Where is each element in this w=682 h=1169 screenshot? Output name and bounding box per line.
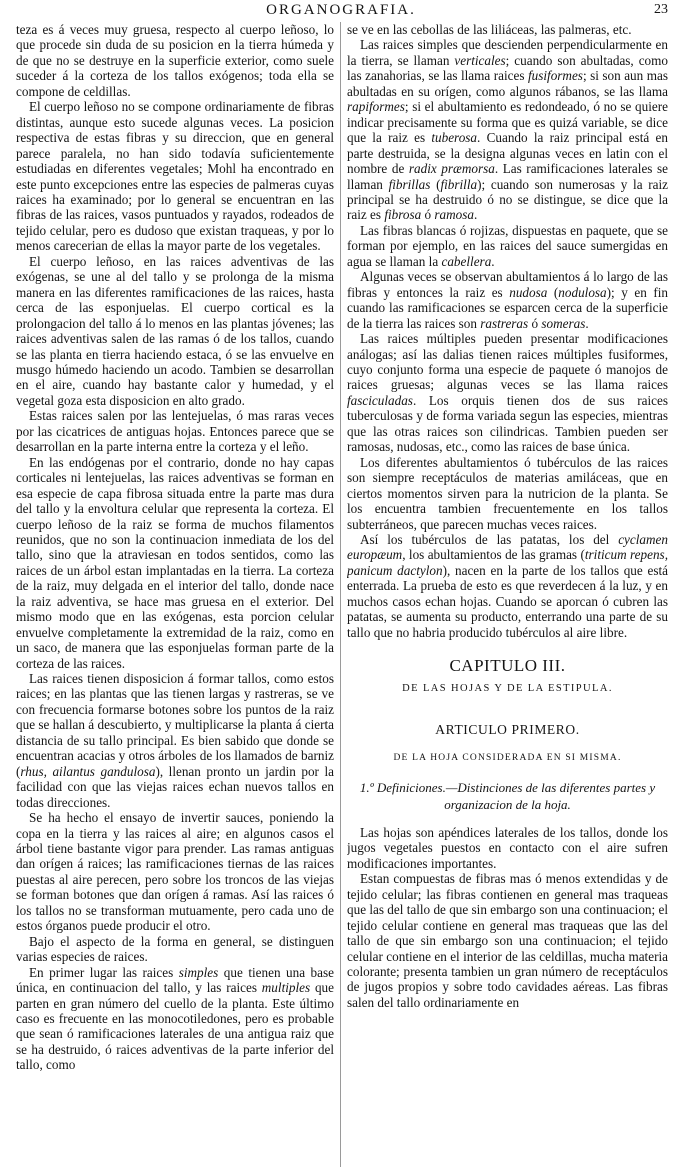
text-run: ( <box>547 284 559 300</box>
paragraph <box>347 223 668 269</box>
text-run: . <box>491 253 495 269</box>
paragraph: Bajo el aspecto de la forma en general, se distinguen varias especies de raices. <box>16 933 334 965</box>
text-run: que tienen una base única, en continuacion del tallo, y las raices <box>16 964 334 996</box>
text-run: . Cuando la raiz principal está en parte destruida, se la designa algunas veces en latin con el nombre de <box>347 130 668 177</box>
text-run: . <box>585 315 589 331</box>
italic-term: verticales <box>454 52 506 68</box>
paragraph: Estan compuestas de fibras mas ó menos extendidas y de tejido celular; las fibras contienen en general mas traqueas que las del tallo de que sin embargo son una continuacion; el tejido celular contiene en general mas traqueas que las del tallo de que sin embargo son una continuacion; el tejido celular contiene en el interior de las celdillas, mucha materia colorante; presenta tambien un gran número de receptáculos de jugos propios y sobre todo cavidades aéreas. Las fibras salen del tallo ordinariamente en <box>347 871 668 1010</box>
italic-term: triticum repens, panicum dactylon <box>347 547 668 578</box>
paragraph <box>16 671 334 810</box>
paragraph: teza es á veces muy gruesa, respecto al cuerpo leñoso, lo que procede sin duda de su posicion en la tierra húmeda y de que no se destruye en la superficie exterior, como suele suceder á la corteza de los tallos exógenos; toda ella se compone de celdillas. <box>16 22 334 99</box>
italic-term: nudosa <box>509 284 548 300</box>
page-header <box>0 2 682 22</box>
paragraph <box>347 532 668 640</box>
right-column <box>347 22 668 1167</box>
paragraph <box>347 37 668 222</box>
text-run: ); y en fin cuando las ramificaciones se esparcen cerca de la superficie de la tierra las raices son <box>347 284 668 331</box>
italic-term: someras <box>541 315 586 331</box>
text-run: ), nacen en la parte de los tallos que está enterrada. La prueba de esto es que reverdecen á la luz, y en muchos casos echan hojas. Cuando se aporcan ó cubren las patatas, se aumenta su producto, enterrando una parte de su tallo que no habria producido tubérculos al aire libre. <box>347 562 668 640</box>
article-subtitle: DE LA HOJA CONSIDERADA EN SI MISMA. <box>393 753 622 764</box>
text-run: Las raices múltiples pueden presentar modificaciones análogas; así las dalias tienen raices múltiples fusiformes, cuyo conjunto forma una especie de paquete ó manojos de raices gruesas; algunas veces se las llama raices <box>347 331 668 393</box>
text-run: . Las ramificaciones laterales se llaman <box>347 161 668 192</box>
italic-term: nodulosa <box>558 284 607 300</box>
text-run: En primer lugar las raices <box>29 964 179 980</box>
paragraph: Estas raices salen por las lentejuelas, ó mas raras veces por las cicatrices de antiguas hojas. Entonces parece que se desarrollan en la parte interna entre la corteza y el leño. <box>16 408 334 455</box>
text-run: ), llenan pronto un jardin por la facilidad con que las viejas raices echan nuevos tallos en todas direcciones. <box>16 763 334 810</box>
column-rule <box>340 22 341 1167</box>
article-title: ARTICULO PRIMERO. <box>435 722 580 738</box>
text-run: Así los tubérculos de las patatas, los del <box>360 531 619 547</box>
italic-term: multiples <box>261 980 311 996</box>
text-run: ó <box>421 207 435 223</box>
paragraph <box>347 331 668 455</box>
paragraph: se ve en las cebollas de las liliáceas, las palmeras, etc. <box>347 22 632 37</box>
italic-term: rapiformes <box>347 99 405 115</box>
text-run: ); cuando son numerosas y la raiz principal se ha destruido ó no se distingue, se dice que la raiz es <box>347 176 668 223</box>
paragraph: En las endógenas por el contrario, donde no hay capas corticales ni lentejuelas, las raices adventivas se forman en esa especie de capa fibrosa situada entre la parte mas dura del tallo y la envoltura celular que representa la corteza. El cuerpo leñoso de la raiz se forma de muchos filamentos reunidos, que no son la continuacion inmediata de los del tallo, sino que la atraviesan en todos sentidos, como las raices de un árbol estan implantadas en la tierra. La corteza de la raiz, muy delgada en el interior del tallo, donde nace la raiz adventiva, se hace mas gruesa en el exterior. Del mismo modo que en las exógenas, esta porcion celular envuelve completamente la extremidad de la raiz, como en un saco, de manera que las esponjuelas forman parte de la corteza de las raices. <box>16 454 334 671</box>
text-run: que parten en gran número del cuello de la planta. Este último caso es frecuente en las monocotiledones, pero es probable que sean ó ramificaciones laterales de una antigua raiz que se ha destruido, ó raices adventivas de la parte inferior del tallo, como <box>16 980 334 1073</box>
paragraph: Los diferentes abultamientos ó tubérculos de las raices son siempre receptáculos de materias amiláceas, que en ciertos momentos sirven para la nutricion de la planta. Se los encuentra tambien frecuentemente en los tallos subterráneos, que parecen muchas veces raices. <box>347 454 668 532</box>
paragraph <box>16 965 334 1073</box>
italic-term: radix præmorsa <box>408 161 495 177</box>
text-run: Las raices simples que descienden perpendicularmente en la tierra, se llaman <box>347 37 668 68</box>
italic-term: tuberosa <box>431 130 478 146</box>
paragraph: Las hojas son apéndices laterales de los tallos, donde los jugos vegetales puestos en contacto con el aire sufren modificaciones importantes. <box>347 824 668 871</box>
paragraph: El cuerpo leñoso no se compone ordinariamente de fibras distintas, aunque esto sucede algunas veces. La posicion respectiva de estas fibras y su direccion, que en general parece paralela, no han sido todavía suficientemente estudiadas en diferentes vegetales; Mohl ha encontrado en este punto excepciones entre las especies de palmeras cuyas raices ha examinado; por lo general se encuentran en las fibras de las raices, vasos puntuados y rayados, rodeados de tejido celular, pero es dudoso que existan traqueas, y por lo menos carecerian de ellas la mayor parte de los vegetales. <box>16 99 334 254</box>
italic-term: fibrosa <box>384 207 422 223</box>
section-title: 1.º Definiciones.—Distinciones de las diferentes partes y organizacion de la hoja. <box>359 779 656 812</box>
italic-term: cyclamen europæum <box>347 531 668 563</box>
paragraph <box>347 269 668 331</box>
text-run: . <box>474 207 478 223</box>
italic-term: fusiformes <box>527 68 583 84</box>
italic-term: rastreras <box>480 315 529 331</box>
paragraph: El cuerpo leñoso, en las raices adventivas de las exógenas, se une al del tallo y se prolonga de la misma manera en las diferentes ramificaciones de las raices, hasta cerca de las esponjuelas. El cuerpo cortical es la prolongacion del tallo á lo menos en las plantas jóvenes; las raices adventivas salen de las ramas ó de los tallos, cuando se las planta en tierra haciendo estaca, ó se las envuelve en musgo húmedo haciendo un acodo. Tambien se desarrollan en el aire, cuando hay bastante calor y humedad, y el vegetal goza esta disposicion en alto grado. <box>16 253 334 408</box>
text-run: ; si el abultamiento es redondeado, ó no se quiere indicar precisamente su forma que es quizá variable, se dice que la raiz es <box>347 99 668 146</box>
italic-term: cabellera <box>441 253 492 269</box>
page-number: 23 <box>654 2 668 17</box>
chapter-title: CAPITULO III. <box>449 656 566 676</box>
left-column <box>16 22 334 1167</box>
running-title: ORGANOGRAFIA. <box>266 2 416 18</box>
text-run: ; si son aun mas abultadas en su orígen, como algunos rábanos, se las llama <box>347 68 668 99</box>
italic-term: fibrillas <box>388 176 431 192</box>
chapter-subtitle: DE LAS HOJAS Y DE LA ESTIPULA. <box>402 682 613 694</box>
text-run: Las raices tienen disposicion á formar tallos, como estos raices; en las plantas que las tienen largas y rastreras, se ve con frecuencia formarse botones sobre los puntos de la raiz que se hallan á descubierto, y multiplicarse la planta á cierta distancia de su tallo principal. Es bien sabido que donde se encuentran acacias y otros árboles de los llamados de barniz ( <box>16 671 334 779</box>
italic-term: fasciculadas <box>347 392 413 408</box>
text-run: , los abultamientos de las gramas ( <box>402 547 585 563</box>
text-run: Algunas veces se observan abultamientos á lo largo de las fibras y entonces la raiz es <box>347 269 668 300</box>
text-run: ( <box>430 176 441 192</box>
italic-term: fibrilla <box>440 176 478 192</box>
text-run: . Los orquis tienen dos de sus raices tuberculosas y de forma variada segun las especies, mientras que las otras raices son cilindricas. Tambien pueden ser ramosas, nudosas, etc., como las raices de base única. <box>347 392 668 455</box>
italic-term: ramosa <box>434 207 474 223</box>
text-run: ; cuando son abultadas, como las zanahorias, se las llama raices <box>347 52 668 84</box>
text-run: ó <box>528 315 542 331</box>
paragraph: Se ha hecho el ensayo de invertir sauces, poniendo la copa en la tierra y las raices al aire; en algunos casos el árbol tiene bastante vigor para prender. Las ramas antiguas dan orígen á raices; las ramificaciones tiernas de las raices puestas al aire perecen, pero sobre los troncos de las viejas se forman botones que dan orígen á ramas. Así las raices ó los tallos no se transforman mutuamente, pero cada uno de estos órganos puede producir el otro. <box>16 810 334 934</box>
text-run: Las fibras blancas ó rojizas, dispuestas en paquete, que se forman por ejemplo, en las raices del sauce sumergidas en agua se llaman la <box>347 222 668 269</box>
italic-term: rhus, ailantus gandulosa <box>20 763 156 779</box>
italic-term: simples <box>178 964 219 980</box>
